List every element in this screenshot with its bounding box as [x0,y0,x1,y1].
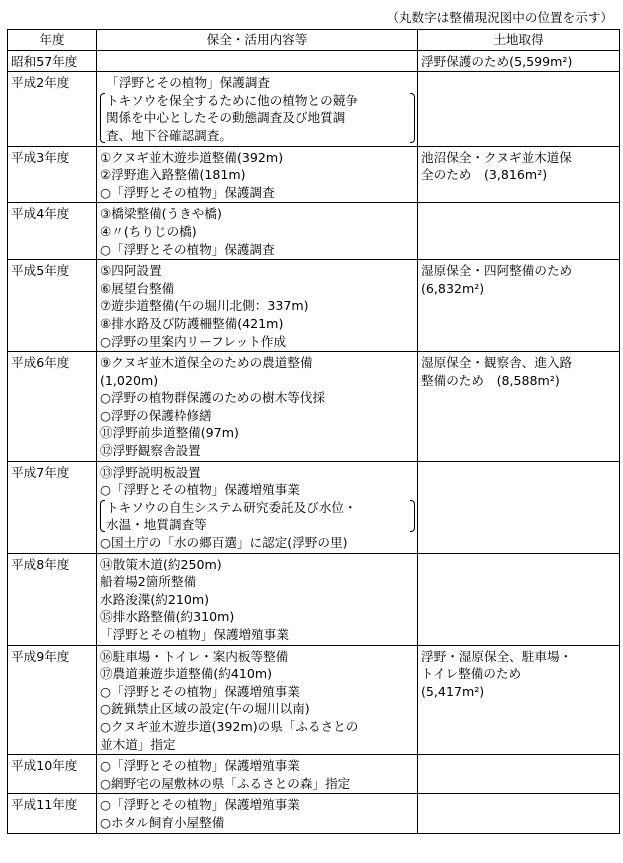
text-line: 湿原保全・観察舎、進入路 [421,355,573,371]
content-cell [97,146,418,203]
text-line: ○ホタル飼育小屋整備 [100,814,225,830]
text-line: トキソウを保全するために他の植物との競争 [106,92,358,108]
content-cell [97,260,418,352]
text-line: ○「浮野とその植物」保護増殖事業 [100,482,300,498]
text-line: ⑨クヌギ並木道保全のための農道整備 [100,355,313,371]
land-cell [418,553,620,645]
content-cell [97,553,418,645]
year-cell: 平成5年度 [8,260,97,352]
position-note: （丸数字は整備現況図中の位置を示す） [386,10,613,25]
text-line: ⑮排水路整備(約310m) [100,609,235,625]
text-line: ○「浮野とその植物」保護増殖事業 [100,683,300,699]
text-line: 池沼保全・クヌギ並木道保 [421,149,572,165]
bracket-note [100,499,415,534]
text-line: 関係を中心としたその動態調査及び地質調 [106,110,346,126]
table-row [8,203,620,260]
text-line: ⑪浮野前歩道整備(97m) [100,425,239,441]
year-cell: 平成2年度 [8,72,97,146]
table-row [8,553,620,645]
text-line: ○銃猟禁止区域の設定(午の堀川以南) [100,701,310,717]
text-line: ○浮野の保護枠修繕 [100,407,212,423]
content-cell [97,755,418,794]
text-line: 並木道」指定 [100,736,176,752]
year-cell: 平成8年度 [8,553,97,645]
content-cell [97,645,418,755]
text-line: ○「浮野とその植物」保護増殖事業 [100,758,300,774]
text-line: ○「浮野とその植物」保護調査 [100,241,275,257]
table-row [8,794,620,833]
conservation-history-table [7,29,620,834]
text-line: ③橋梁整備(うきや橋) [100,206,222,222]
text-line: ○網野宅の屋敷林の県「ふるさとの森」指定 [100,775,351,791]
content-cell [97,203,418,260]
text-line: 船着場2箇所整備 [100,574,197,590]
text-line: 全のため (3,816m²) [421,167,548,183]
year-cell: 昭和57年度 [8,50,97,72]
table-body [8,50,620,833]
text-line: ⑯駐車場・トイレ・案内板等整備 [100,648,289,664]
land-cell [418,203,620,260]
text-line: ○「浮野とその植物」保護調査 [100,184,275,200]
content-cell [97,352,418,462]
content-cell [97,461,418,553]
year-cell: 平成7年度 [8,461,97,553]
land-cell [418,352,620,462]
text-line: 「浮野とその植物」保護調査 [100,75,271,91]
text-line: ⑦遊歩道整備(午の堀川北側：337m) [100,298,309,314]
year-cell: 平成4年度 [8,203,97,260]
land-cell [418,50,620,72]
year-cell: 平成10年度 [8,755,97,794]
header-land: 土地取得 [418,30,620,51]
table-row [8,461,620,553]
table-row [8,72,620,146]
table-row [8,146,620,203]
land-cell [418,72,620,146]
text-line: ①クヌギ並木遊歩道整備(392m) [100,149,284,165]
text-line: ⑰農道兼遊歩道整備(約410m) [100,666,273,682]
year-cell: 平成6年度 [8,352,97,462]
land-cell [418,146,620,203]
table-row [8,352,620,462]
text-line: ○クヌギ並木遊歩道(392m)の県「ふるさとの [100,718,359,734]
text-line: 整備のため (8,588m²) [421,372,560,388]
text-line: 浮野保護のため(5,599m²) [421,53,573,69]
content-cell [97,794,418,833]
land-cell [418,645,620,755]
year-cell: 平成9年度 [8,645,97,755]
bracket-note [100,92,415,145]
text-line: ○国土庁の「水の郷百選」に認定(浮野の里) [100,535,348,551]
text-line: ○浮野の植物群保護のための樹木等伐採 [100,390,326,406]
table-header-row [8,30,620,51]
text-line: 湿原保全・四阿整備のため [421,263,573,279]
text-line: ○「浮野とその植物」保護増殖事業 [100,797,300,813]
text-line: (5,417m²) [421,683,485,699]
table-row [8,260,620,352]
text-line: トキソウの自生システム研究委託及び水位・ [106,499,357,515]
text-line: ④〃(ちりじの橋) [100,223,197,239]
text-line: (6,832m²) [421,280,485,296]
text-line: トイレ整備のため [421,666,522,682]
text-line: (1,020m) [100,372,159,388]
header-content: 保全・活用内容等 [97,30,418,51]
text-line: 査、地下谷確認調査。 [106,127,232,143]
table-row [8,50,620,72]
text-line: ○浮野の里案内リーフレット作成 [100,333,287,349]
text-line: 「浮野とその植物」保護増殖事業 [100,627,289,642]
year-cell: 平成11年度 [8,794,97,833]
text-line: 浮野・湿原保全、駐車場・ [421,648,573,664]
text-line: ⑭散策木道(約250m) [100,556,222,572]
header-year: 年度 [8,30,97,51]
land-cell [418,755,620,794]
text-line: ⑥展望台整備 [100,280,175,296]
text-line: 水路浚渫(約210m) [100,591,210,607]
text-line: ②浮野進入路整備(181m) [100,167,246,183]
text-line: ⑫浮野観察舎設置 [100,443,201,459]
text-line: ⑤四阿設置 [100,263,162,279]
land-cell [418,461,620,553]
land-cell [418,794,620,833]
text-line: 水温・地質調査等 [106,517,207,533]
text-line: ⑧排水路及び防護柵整備(421m) [100,315,284,331]
content-cell [97,50,418,72]
year-cell: 平成3年度 [8,146,97,203]
table-row [8,645,620,755]
text-line: ⑬浮野説明板設置 [100,464,201,480]
content-cell [97,72,418,146]
table-row [8,755,620,794]
land-cell [418,260,620,352]
